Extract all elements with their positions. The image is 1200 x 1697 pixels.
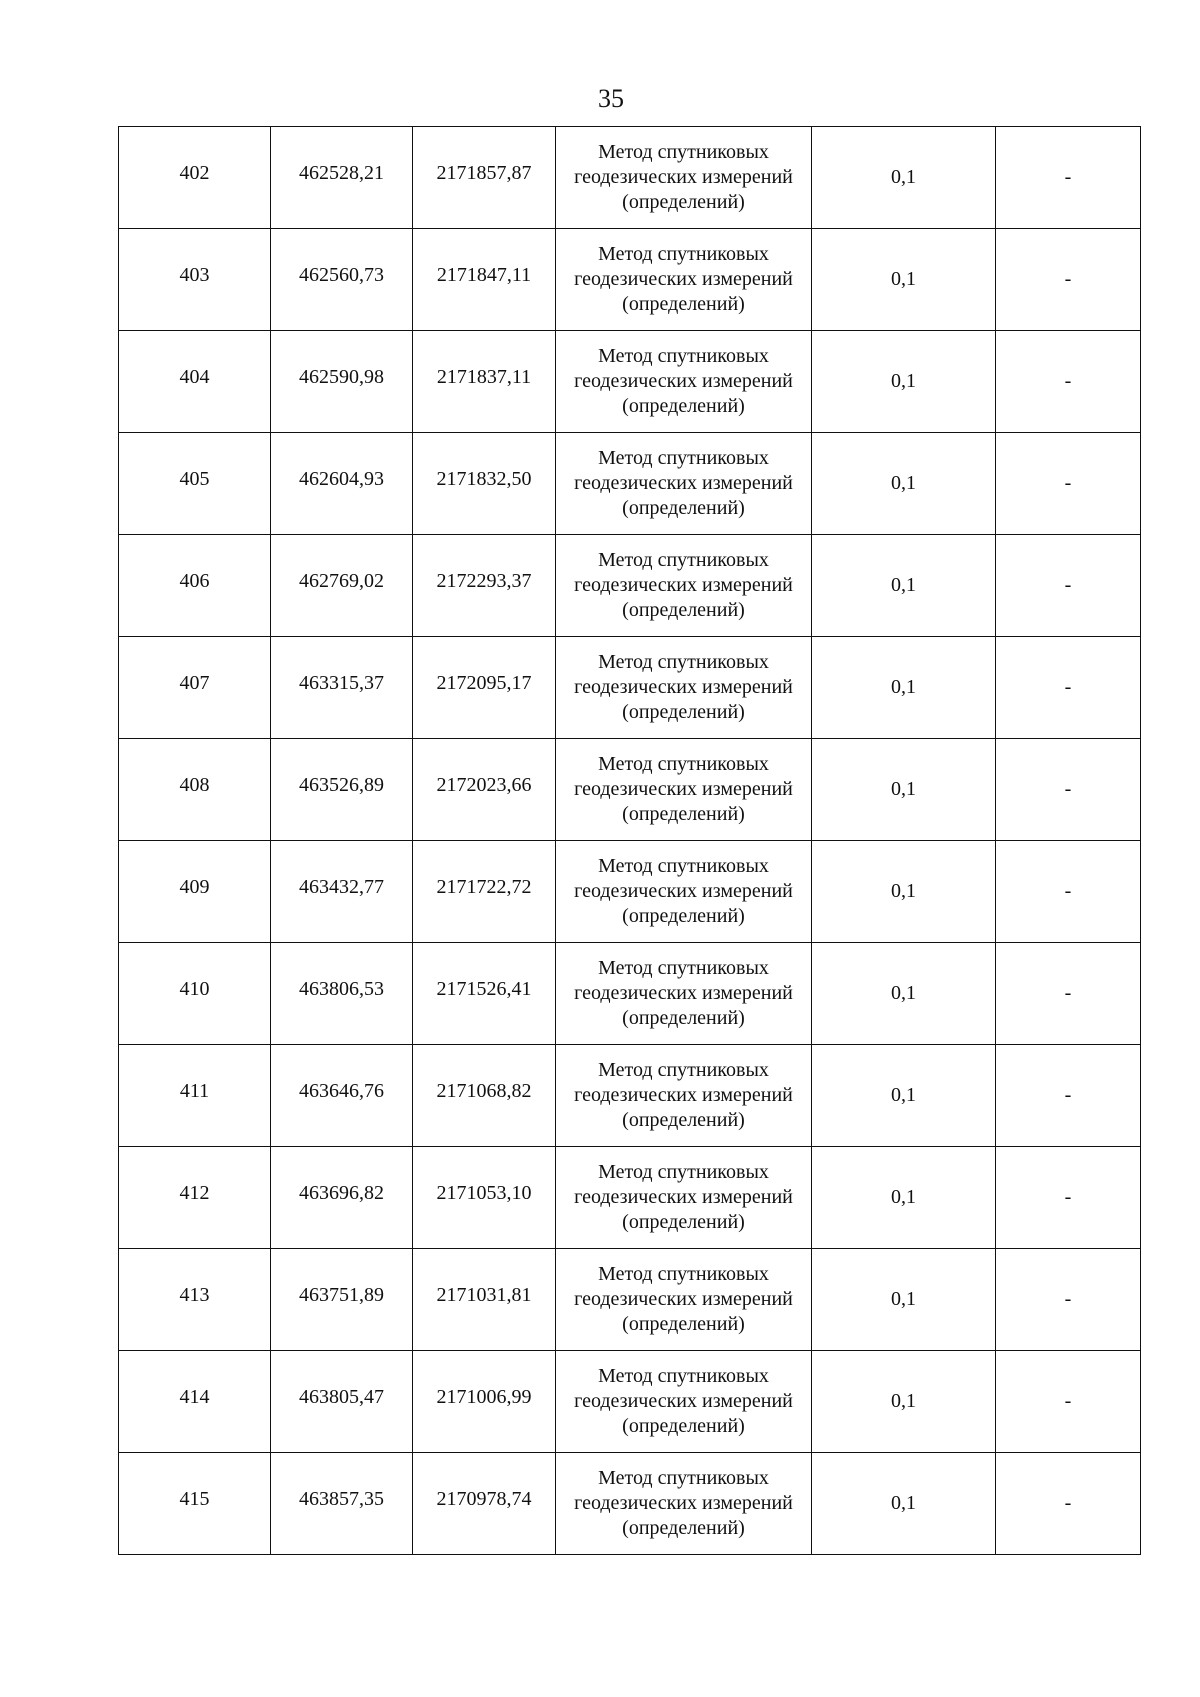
y-coordinate-text: 2171832,50 <box>436 468 532 490</box>
x-coordinate-text: 462560,73 <box>299 264 384 286</box>
description-cell: - <box>996 943 1141 1045</box>
accuracy-cell: 0,1 <box>812 229 996 331</box>
y-coordinate-text: 2171857,87 <box>436 162 532 184</box>
point-number-cell <box>119 1351 271 1453</box>
accuracy-cell: 0,1 <box>812 1147 996 1249</box>
accuracy-cell: 0,1 <box>812 1453 996 1555</box>
method-line: Метод спутниковых <box>598 549 769 571</box>
method-line: (определений) <box>622 395 745 417</box>
point-number-cell <box>119 127 271 229</box>
method-cell <box>556 1147 812 1249</box>
point-number-cell <box>119 841 271 943</box>
point-number-cell <box>119 1249 271 1351</box>
y-coordinate-cell <box>413 1453 556 1555</box>
x-coordinate-cell <box>271 331 413 433</box>
y-coordinate-cell <box>413 127 556 229</box>
x-coordinate-text: 463806,53 <box>299 978 384 1000</box>
accuracy-cell: 0,1 <box>812 127 996 229</box>
table-row <box>119 535 1141 637</box>
method-line: Метод спутниковых <box>598 957 769 979</box>
y-coordinate-text: 2171031,81 <box>436 1284 532 1306</box>
method-line: геодезических измерений <box>574 778 793 800</box>
point-number-text: 407 <box>179 672 210 694</box>
method-line: (определений) <box>622 293 745 315</box>
method-line: (определений) <box>622 599 745 621</box>
point-number-cell <box>119 535 271 637</box>
accuracy-cell: 0,1 <box>812 1249 996 1351</box>
method-cell <box>556 943 812 1045</box>
x-coordinate-text: 463646,76 <box>299 1080 384 1102</box>
x-coordinate-text: 462769,02 <box>299 570 384 592</box>
x-coordinate-cell <box>271 1453 413 1555</box>
method-cell <box>556 1249 812 1351</box>
x-coordinate-cell <box>271 739 413 841</box>
point-number-text: 415 <box>179 1488 210 1510</box>
method-line: геодезических измерений <box>574 880 793 902</box>
y-coordinate-cell <box>413 1147 556 1249</box>
description-cell: - <box>996 1351 1141 1453</box>
y-coordinate-text: 2171837,11 <box>436 366 532 388</box>
table-row <box>119 739 1141 841</box>
y-coordinate-text: 2170978,74 <box>436 1488 532 1510</box>
method-line: геодезических измерений <box>574 1492 793 1514</box>
point-number-cell <box>119 331 271 433</box>
accuracy-cell: 0,1 <box>812 331 996 433</box>
x-coordinate-text: 462604,93 <box>299 468 384 490</box>
x-coordinate-text: 462590,98 <box>299 366 384 388</box>
y-coordinate-cell <box>413 229 556 331</box>
table-row <box>119 229 1141 331</box>
coordinates-table-body <box>119 127 1141 1555</box>
page-number: 35 <box>598 84 624 113</box>
method-line: (определений) <box>622 1007 745 1029</box>
x-coordinate-text: 463526,89 <box>299 774 384 796</box>
method-cell <box>556 1453 812 1555</box>
table-row <box>119 637 1141 739</box>
x-coordinate-cell <box>271 1147 413 1249</box>
table-row <box>119 127 1141 229</box>
point-number-cell <box>119 433 271 535</box>
y-coordinate-cell <box>413 1351 556 1453</box>
method-cell <box>556 1351 812 1453</box>
table-row <box>119 1147 1141 1249</box>
method-line: геодезических измерений <box>574 1390 793 1412</box>
description-cell: - <box>996 1453 1141 1555</box>
method-line: Метод спутниковых <box>598 651 769 673</box>
y-coordinate-text: 2171053,10 <box>436 1182 532 1204</box>
method-line: Метод спутниковых <box>598 1161 769 1183</box>
method-cell <box>556 535 812 637</box>
method-line: (определений) <box>622 701 745 723</box>
method-line: геодезических измерений <box>574 268 793 290</box>
method-line: геодезических измерений <box>574 472 793 494</box>
y-coordinate-text: 2171068,82 <box>436 1080 532 1102</box>
description-cell: - <box>996 331 1141 433</box>
description-cell: - <box>996 1147 1141 1249</box>
method-cell <box>556 637 812 739</box>
x-coordinate-text: 463315,37 <box>299 672 384 694</box>
x-coordinate-text: 463857,35 <box>299 1488 384 1510</box>
table-row <box>119 841 1141 943</box>
x-coordinate-text: 463696,82 <box>299 1182 384 1204</box>
method-cell <box>556 229 812 331</box>
y-coordinate-text: 2172023,66 <box>436 774 532 796</box>
method-line: Метод спутниковых <box>598 1467 769 1489</box>
point-number-cell <box>119 1147 271 1249</box>
x-coordinate-text: 462528,21 <box>299 162 384 184</box>
method-line: (определений) <box>622 1211 745 1233</box>
method-line: Метод спутниковых <box>598 141 769 163</box>
table-row <box>119 1351 1141 1453</box>
y-coordinate-text: 2171722,72 <box>436 876 532 898</box>
method-line: (определений) <box>622 803 745 825</box>
point-number-text: 413 <box>179 1284 210 1306</box>
y-coordinate-cell <box>413 1045 556 1147</box>
method-line: (определений) <box>622 905 745 927</box>
point-number-cell <box>119 1453 271 1555</box>
y-coordinate-cell <box>413 433 556 535</box>
y-coordinate-cell <box>413 943 556 1045</box>
accuracy-cell: 0,1 <box>812 637 996 739</box>
y-coordinate-cell <box>413 637 556 739</box>
method-line: Метод спутниковых <box>598 855 769 877</box>
description-cell: - <box>996 841 1141 943</box>
y-coordinate-text: 2171526,41 <box>436 978 532 1000</box>
point-number-text: 412 <box>179 1182 210 1204</box>
method-line: геодезических измерений <box>574 166 793 188</box>
point-number-text: 405 <box>179 468 210 490</box>
y-coordinate-cell <box>413 331 556 433</box>
table-row <box>119 943 1141 1045</box>
method-line: Метод спутниковых <box>598 753 769 775</box>
method-line: (определений) <box>622 1313 745 1335</box>
description-cell: - <box>996 127 1141 229</box>
description-cell: - <box>996 637 1141 739</box>
method-line: Метод спутниковых <box>598 447 769 469</box>
description-cell: - <box>996 433 1141 535</box>
table-row <box>119 1453 1141 1555</box>
accuracy-cell: 0,1 <box>812 535 996 637</box>
accuracy-cell: 0,1 <box>812 1045 996 1147</box>
method-line: Метод спутниковых <box>598 243 769 265</box>
point-number-cell <box>119 637 271 739</box>
y-coordinate-text: 2171847,11 <box>436 264 532 286</box>
point-number-text: 410 <box>179 978 210 1000</box>
table-row <box>119 1045 1141 1147</box>
accuracy-cell: 0,1 <box>812 943 996 1045</box>
x-coordinate-text: 463432,77 <box>299 876 384 898</box>
method-line: (определений) <box>622 1415 745 1437</box>
x-coordinate-cell <box>271 127 413 229</box>
method-line: геодезических измерений <box>574 370 793 392</box>
coordinates-table <box>118 126 1141 1555</box>
point-number-text: 403 <box>179 264 210 286</box>
method-line: геодезических измерений <box>574 1186 793 1208</box>
table-row <box>119 331 1141 433</box>
accuracy-cell: 0,1 <box>812 841 996 943</box>
method-line: Метод спутниковых <box>598 345 769 367</box>
method-line: геодезических измерений <box>574 574 793 596</box>
method-line: (определений) <box>622 497 745 519</box>
x-coordinate-text: 463751,89 <box>299 1284 384 1306</box>
x-coordinate-cell <box>271 637 413 739</box>
description-cell: - <box>996 739 1141 841</box>
point-number-text: 411 <box>179 1080 210 1102</box>
method-line: геодезических измерений <box>574 1084 793 1106</box>
point-number-text: 406 <box>179 570 210 592</box>
y-coordinate-text: 2172293,37 <box>436 570 532 592</box>
description-cell: - <box>996 1249 1141 1351</box>
description-cell: - <box>996 535 1141 637</box>
point-number-text: 408 <box>179 774 210 796</box>
method-cell <box>556 1045 812 1147</box>
x-coordinate-cell <box>271 943 413 1045</box>
method-line: (определений) <box>622 1517 745 1539</box>
x-coordinate-cell <box>271 229 413 331</box>
y-coordinate-cell <box>413 1249 556 1351</box>
accuracy-cell: 0,1 <box>812 739 996 841</box>
method-cell <box>556 841 812 943</box>
x-coordinate-cell <box>271 433 413 535</box>
point-number-text: 409 <box>179 876 210 898</box>
method-line: Метод спутниковых <box>598 1365 769 1387</box>
method-line: геодезических измерений <box>574 676 793 698</box>
point-number-cell <box>119 229 271 331</box>
x-coordinate-text: 463805,47 <box>299 1386 384 1408</box>
point-number-text: 414 <box>179 1386 210 1408</box>
y-coordinate-cell <box>413 739 556 841</box>
y-coordinate-text: 2171006,99 <box>436 1386 532 1408</box>
method-line: геодезических измерений <box>574 1288 793 1310</box>
y-coordinate-cell <box>413 535 556 637</box>
method-line: (определений) <box>622 1109 745 1131</box>
x-coordinate-cell <box>271 841 413 943</box>
description-cell: - <box>996 229 1141 331</box>
method-cell <box>556 331 812 433</box>
x-coordinate-cell <box>271 1045 413 1147</box>
table-row <box>119 433 1141 535</box>
x-coordinate-cell <box>271 535 413 637</box>
description-cell: - <box>996 1045 1141 1147</box>
point-number-text: 404 <box>179 366 210 388</box>
point-number-cell <box>119 1045 271 1147</box>
table-row <box>119 1249 1141 1351</box>
y-coordinate-text: 2172095,17 <box>436 672 532 694</box>
method-line: Метод спутниковых <box>598 1263 769 1285</box>
method-cell <box>556 433 812 535</box>
point-number-text: 402 <box>179 162 210 184</box>
accuracy-cell: 0,1 <box>812 1351 996 1453</box>
x-coordinate-cell <box>271 1249 413 1351</box>
accuracy-cell: 0,1 <box>812 433 996 535</box>
method-cell <box>556 739 812 841</box>
method-cell <box>556 127 812 229</box>
method-line: (определений) <box>622 191 745 213</box>
method-line: геодезических измерений <box>574 982 793 1004</box>
point-number-cell <box>119 943 271 1045</box>
method-line: Метод спутниковых <box>598 1059 769 1081</box>
y-coordinate-cell <box>413 841 556 943</box>
point-number-cell <box>119 739 271 841</box>
x-coordinate-cell <box>271 1351 413 1453</box>
